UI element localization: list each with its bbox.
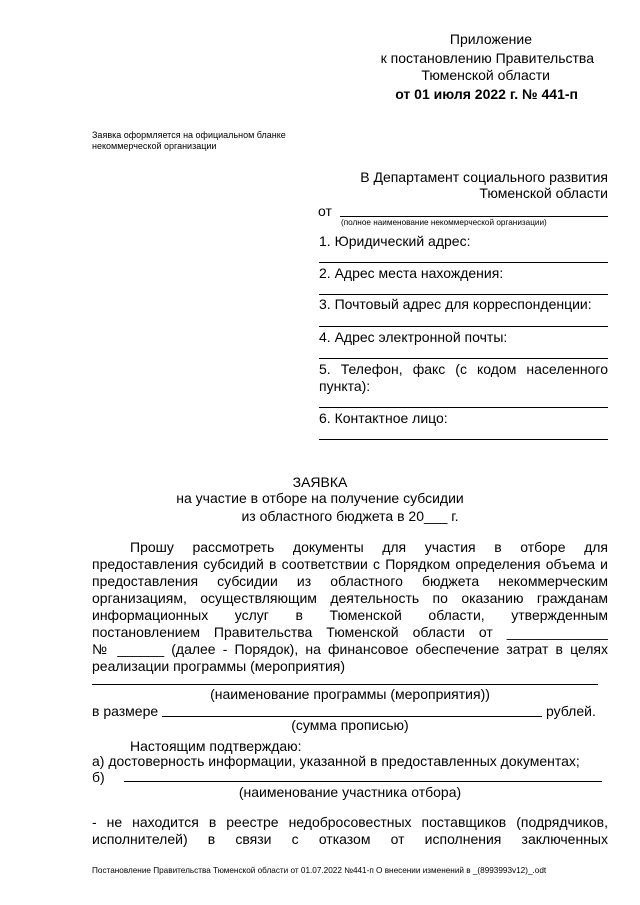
document-title: ЗАЯВКА: [292, 474, 348, 490]
header-appendix: Приложение: [449, 31, 532, 47]
from-label: от: [318, 203, 332, 219]
email-address-label: 4. Адрес электронной почты:: [319, 329, 508, 345]
registry-paragraph: [92, 814, 608, 848]
paragraph-line: Прошу рассмотреть документы для участия в отборе для: [130, 539, 608, 555]
blank-note-line2: некоммерческой организации: [92, 141, 217, 151]
paragraph-line: предоставления субсидий в соответствии с Порядком определения объема и: [92, 556, 608, 572]
phone-label-line1: 5. Телефон, факс (с кодом населенного: [319, 361, 608, 377]
phone-label-line2: пункта):: [319, 378, 371, 394]
addressee-line1: В Департамент социального развития: [360, 169, 608, 185]
contact-person-line[interactable]: [319, 439, 608, 440]
amount-hint: (сумма прописью): [291, 717, 409, 733]
confirm-item-a: а) достоверность информации, указанной в предоставленных документах;: [92, 753, 580, 769]
participant-name-hint: (наименование участника отбора): [238, 784, 462, 800]
paragraph-line: № ______ (далее - Порядок), на финансовое обеспечение затрат в целях: [92, 641, 608, 657]
paragraph-line: исполнителей) в связи с отказом от исполнения заключенных: [92, 831, 608, 847]
paragraph-line: информационных услуг в Тюменской области, утвержденным: [92, 607, 608, 623]
header-resolution: к постановлению Правительства: [380, 50, 594, 66]
blank-note-line1: Заявка оформляется на официальном бланке: [92, 130, 286, 140]
location-address-line[interactable]: [319, 294, 608, 295]
organization-name-line[interactable]: [340, 216, 608, 217]
amount-suffix: рублей.: [546, 703, 596, 719]
paragraph-line: постановлением Правительства Тюменской области от _____________: [92, 624, 608, 640]
postal-address-line[interactable]: [319, 326, 608, 327]
title-subject-line2: из областного бюджета в 20___ г.: [241, 508, 459, 524]
paragraph-line: организациям, осуществляющим деятельность по оказанию гражданам: [92, 590, 608, 606]
location-address-label: 2. Адрес места нахождения:: [319, 265, 504, 281]
footer-filename: Постановление Правительства Тюменской области от 01.07.2022 №441-п О внесении изменений в _(8993993v12)_.odt: [92, 866, 547, 875]
legal-address-label: 1. Юридический адрес:: [319, 233, 471, 249]
postal-address-label: 3. Почтовый адрес для корреспонденции:: [319, 296, 592, 312]
paragraph-line: - не находится в реестре недобросовестных поставщиков (подрядчиков,: [92, 814, 608, 830]
confirm-item-b: б): [92, 769, 105, 785]
header-region: Тюменской области: [421, 67, 550, 83]
legal-address-line[interactable]: [319, 262, 608, 263]
email-address-line[interactable]: [319, 358, 608, 359]
amount-prefix: в размере: [92, 703, 159, 719]
phone-line[interactable]: [319, 407, 608, 408]
paragraph-line: предоставления субсидии из областного бюджета некоммерческим: [92, 573, 608, 589]
addressee-line2: Тюменской области: [479, 185, 608, 201]
program-name-line[interactable]: [92, 684, 598, 685]
organization-name-hint: (полное наименование некоммерческой организации): [341, 218, 547, 227]
confirm-intro: Настоящим подтверждаю:: [130, 738, 302, 754]
contact-person-label: 6. Контактное лицо:: [319, 410, 448, 426]
header-date-number: от 01 июля 2022 г. № 441-п: [395, 86, 578, 102]
participant-name-line[interactable]: [124, 781, 602, 782]
request-paragraph: [92, 539, 608, 658]
title-subject-line1: на участие в отборе на получение субсидии: [176, 490, 464, 506]
paragraph-last-line: реализации программы (мероприятия): [92, 658, 346, 674]
program-name-hint: (наименование программы (мероприятия)): [210, 686, 490, 702]
